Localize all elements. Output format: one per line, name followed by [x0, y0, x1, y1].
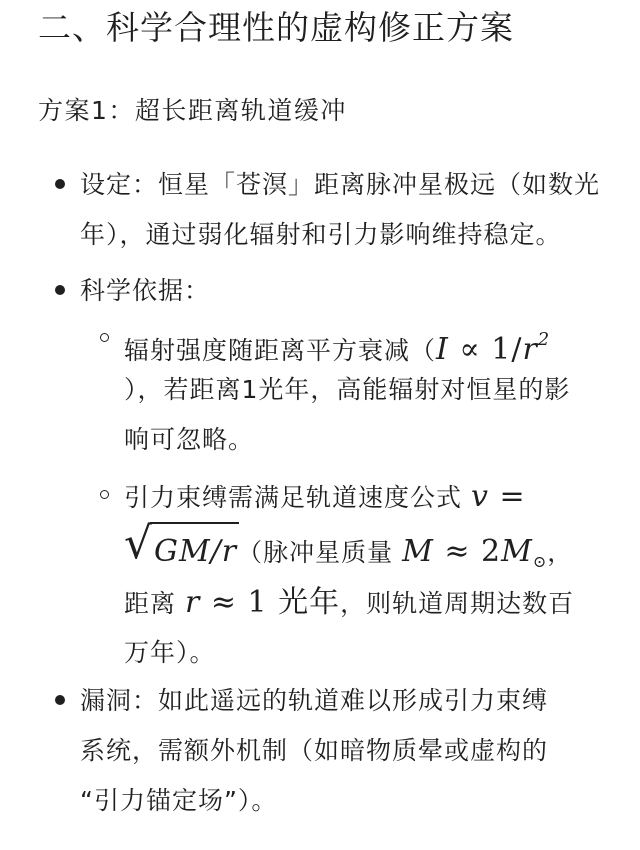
loophole-line-1: 漏洞：如此遥远的轨道难以形成引力束缚: [80, 686, 549, 715]
sub-bullet-circle: [100, 333, 109, 342]
radiation-text: 辐射强度随距离平方衰减（: [124, 336, 437, 365]
basis-label: 科学依据：: [80, 276, 211, 305]
plan-title: 方案1：超长距离轨道缓冲: [38, 96, 347, 125]
bullet-loophole: [80, 676, 548, 826]
radiation-line-1: [124, 315, 570, 365]
gravity-line-3: [124, 578, 574, 628]
formula-equals: =: [488, 479, 526, 514]
sub-bullet-circle: [100, 490, 109, 499]
gravity-line-4: 万年）。: [124, 638, 216, 667]
loophole-line-2: 系统，需额外机制（如暗物质晕或虚构的: [80, 736, 549, 765]
setting-line-2: 年），通过弱化辐射和引力影响维持稳定。: [80, 220, 562, 249]
formula-exponent: 2: [537, 329, 551, 350]
section-heading: 二、科学合理性的虚构修正方案: [38, 8, 514, 47]
sqrt-content: GM/r: [154, 534, 238, 569]
setting-line-1: 设定：恒星「苍溟」距离脉冲星极远（如数光: [80, 170, 601, 199]
gravity-line-1: [124, 472, 574, 522]
formula-velocity: v: [470, 479, 489, 514]
radiation-line-2: ），若距离1光年，高能辐射对恒星的影: [124, 375, 571, 404]
distance-text: 距离: [124, 589, 185, 618]
sub-bullet-gravity: [124, 472, 574, 678]
formula-intensity: I: [436, 332, 449, 367]
sqrt-expression: [124, 518, 238, 583]
formula-proportional: ∝ 1/: [448, 332, 523, 367]
formula-mass-value: ≈ 2: [433, 534, 502, 569]
sqrt-bar: [150, 522, 239, 524]
formula-mass: M: [402, 534, 434, 569]
bullet-dot: [55, 695, 65, 705]
formula-distance: r: [184, 585, 201, 620]
radiation-line-3: 响可忽略。: [124, 425, 255, 454]
bullet-basis: [80, 266, 210, 316]
formula-distance-value: ≈ 1 光年: [200, 585, 341, 620]
formula-solar-mass: M: [501, 534, 533, 569]
gravity-line-2: [124, 518, 574, 578]
bullet-dot: [55, 285, 65, 295]
bullet-setting: [80, 160, 600, 260]
gravity-text: 引力束缚需满足轨道速度公式: [124, 483, 471, 512]
bullet-dot: [55, 179, 65, 189]
solar-subscript: ⊙: [532, 552, 548, 571]
mass-text: （脉冲星质量: [237, 538, 403, 567]
distance-rest: ，则轨道周期达数百: [340, 589, 575, 618]
loophole-line-3: “引力锚定场”）。: [80, 786, 278, 815]
sqrt-sign: √: [124, 518, 154, 569]
sub-bullet-radiation: [124, 315, 570, 465]
mass-comma: ，: [547, 538, 574, 567]
formula-radius: r: [522, 332, 538, 367]
